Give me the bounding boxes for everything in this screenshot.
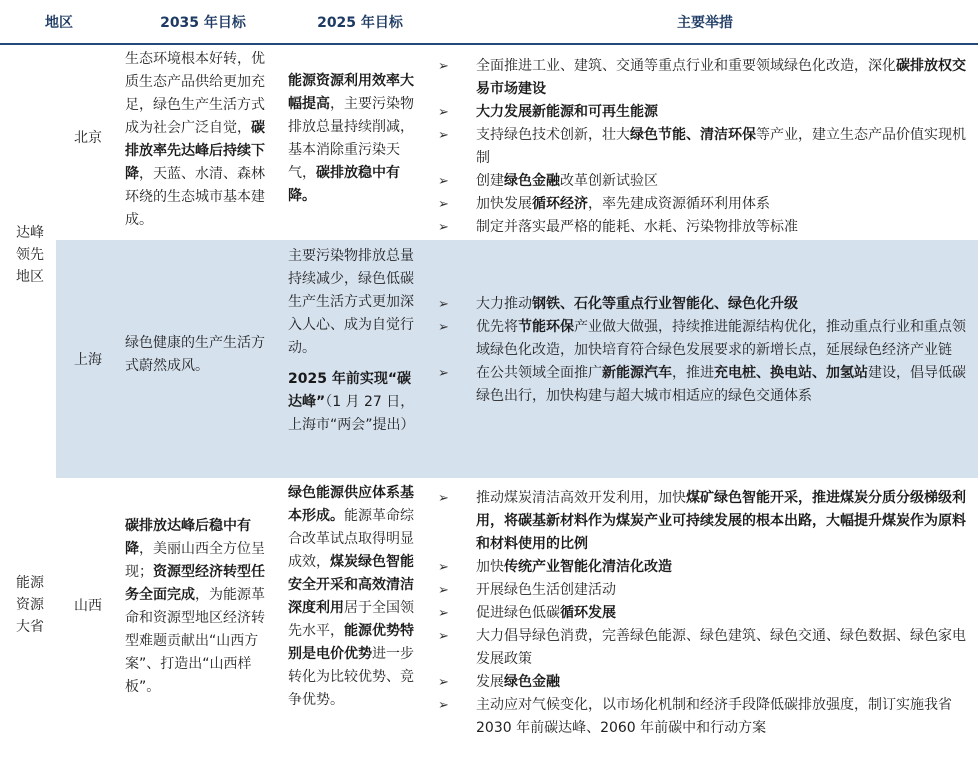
measure-item	[438, 170, 968, 193]
group-label-energy-province: 能源资源大省	[16, 575, 44, 635]
text-run: 能源革命综合改革试点取得明显成效，	[288, 508, 414, 570]
measure-item	[438, 362, 968, 408]
goal-2025-shanxi	[288, 482, 423, 712]
arrow-bullet-icon: ➢	[438, 560, 449, 575]
bold-text-run: 新能源汽车	[602, 365, 672, 381]
bold-text-run: 循环经济	[532, 196, 588, 212]
bold-text-run: 绿色能源供应体系基本形成。	[288, 485, 414, 524]
arrow-bullet-icon: ➢	[438, 675, 449, 690]
bold-text-run: 煤炭绿色智能安全开采和高效清洁深度利用	[288, 554, 414, 616]
measure-item	[438, 55, 968, 101]
arrow-bullet-icon: ➢	[438, 174, 449, 189]
arrow-bullet-icon: ➢	[438, 105, 449, 120]
measure-item	[438, 101, 968, 124]
header-2035-goal: 2035 年目标	[160, 15, 246, 31]
goal-2025-paragraph	[288, 368, 423, 437]
header-measures: 主要举措	[677, 15, 733, 31]
bold-text-run: 绿色金融	[504, 173, 560, 189]
goal-2035-shanxi	[125, 515, 272, 699]
measures-shanghai	[438, 293, 968, 408]
text-run: 发展	[476, 674, 504, 690]
bold-text-run: 碳排放达峰后稳中有降	[125, 518, 251, 557]
goal-2035-text	[125, 332, 272, 378]
bold-text-run: 节能环保	[518, 319, 574, 335]
bold-text-run: 碳排放率先达峰后持续下降	[125, 120, 265, 182]
goal-2025-beijing	[288, 70, 423, 208]
measure-item	[438, 625, 968, 671]
text-run: ，推进	[672, 365, 714, 381]
text-run: 推动煤炭清洁高效开发利用，加快	[476, 490, 686, 506]
bold-text-run: 2025 年前实现“碳达峰”	[288, 371, 412, 410]
group-label-peak-leading: 达峰领先地区	[16, 225, 44, 285]
arrow-bullet-icon: ➢	[438, 128, 449, 143]
measures-beijing	[438, 55, 968, 239]
text-run: 开展绿色生活创建活动	[476, 582, 616, 598]
measure-item	[438, 124, 968, 170]
arrow-bullet-icon: ➢	[438, 59, 449, 74]
arrow-bullet-icon: ➢	[438, 197, 449, 212]
arrow-bullet-icon: ➢	[438, 606, 449, 621]
region-shanxi: 山西	[74, 597, 102, 614]
bold-text-run: 充电桩、换电站、加氢站	[714, 365, 868, 381]
text-run: 支持绿色技术创新，壮大	[476, 127, 630, 143]
measure-item	[438, 193, 968, 216]
measure-item	[438, 671, 968, 694]
bold-text-run: 绿色金融	[504, 674, 560, 690]
bold-text-run: 大力发展新能源和可再生能源	[476, 104, 658, 120]
measure-item	[438, 579, 968, 602]
goal-2025-shanghai	[288, 245, 423, 437]
goal-2035-text	[125, 515, 272, 699]
arrow-bullet-icon: ➢	[438, 629, 449, 644]
text-run: 优先将	[476, 319, 518, 335]
arrow-bullet-icon: ➢	[438, 320, 449, 335]
arrow-bullet-icon: ➢	[438, 297, 449, 312]
header-region: 地区	[45, 15, 73, 31]
bold-text-run: 循环发展	[560, 605, 616, 621]
goal-2035-beijing	[125, 48, 272, 232]
text-run: 改革创新试验区	[560, 173, 658, 189]
goal-2025-paragraph	[288, 482, 423, 712]
measure-item	[438, 487, 968, 556]
text-run: （1 月 27 日，上海市“两会”提出）	[288, 394, 415, 433]
goal-2025-paragraph	[288, 245, 423, 360]
text-run: 创建	[476, 173, 504, 189]
header-divider	[0, 43, 978, 45]
text-run: ，天蓝、水清、森林环绕的生态城市基本建成。	[125, 166, 265, 228]
bold-text-run: 能源资源利用效率大幅提高	[288, 73, 414, 112]
text-run: 加快发展	[476, 196, 532, 212]
text-run: ，率先建成资源循环利用体系	[588, 196, 770, 212]
arrow-bullet-icon: ➢	[438, 220, 449, 235]
text-run: 居于全国领先水平，	[288, 600, 414, 639]
text-run: 制定并落实最严格的能耗、水耗、污染物排放等标准	[476, 219, 798, 235]
region-shanghai: 上海	[74, 351, 102, 368]
bold-text-run: 能源优势特别是电价优势	[288, 623, 414, 662]
bold-text-run: 碳排放权交易市场建设	[476, 58, 966, 97]
text-run: 全面推进工业、建筑、交通等重点行业和重要领域绿色化改造，深化	[476, 58, 896, 74]
text-run: 产业做大做强，持续推进能源结构优化，推动重点行业和重点领域绿色化改造，加快培育符合绿色发展要求的新增长点，延展绿色经济产业链	[476, 319, 966, 358]
bold-text-run: 钢铁、石化等重点行业智能化、绿色化升级	[532, 296, 798, 312]
arrow-bullet-icon: ➢	[438, 698, 449, 713]
goal-2025-paragraph	[288, 70, 423, 208]
bold-text-run: 绿色节能、清洁环保	[630, 127, 756, 143]
measures-shanxi	[438, 487, 968, 740]
measure-item	[438, 216, 968, 239]
text-run: 主动应对气候变化，以市场化机制和经济手段降低碳排放强度，制订实施我省 2030 年前碳达峰、2060 年前碳中和行动方案	[476, 697, 952, 736]
bold-text-run: 碳排放稳中有降。	[288, 165, 400, 204]
measure-item	[438, 316, 968, 362]
text-run: 等产业，建立生态产品价值实现机制	[476, 127, 966, 166]
measure-item	[438, 602, 968, 625]
bold-text-run: 资源型经济转型任务全面完成	[125, 564, 265, 603]
text-run: 大力倡导绿色消费，完善绿色能源、绿色建筑、绿色交通、绿色数据、绿色家电发展政策	[476, 628, 966, 667]
text-run: ，为能源革命和资源型地区经济转型难题贡献出“山西方案”、打造出“山西样板”。	[125, 587, 265, 695]
text-run: 在公共领域全面推广	[476, 365, 602, 381]
text-run: 进一步转化为比较优势、竞争优势。	[288, 646, 414, 708]
goal-2035-text	[125, 48, 272, 232]
text-run: 促进绿色低碳	[476, 605, 560, 621]
text-run: 绿色健康的生产生活方式蔚然成风。	[125, 335, 265, 374]
goal-2035-shanghai	[125, 320, 272, 390]
text-run: 生态环境根本好转，优质生态产品供给更加充足，绿色生产生活方式成为社会广泛自觉，	[125, 51, 265, 136]
measure-item	[438, 556, 968, 579]
arrow-bullet-icon: ➢	[438, 366, 449, 381]
measure-item	[438, 293, 968, 316]
text-run: ，主要污染物排放总量持续削减，基本消除重污染天气，	[288, 96, 414, 181]
arrow-bullet-icon: ➢	[438, 491, 449, 506]
arrow-bullet-icon: ➢	[438, 583, 449, 598]
text-run: 主要污染物排放总量持续减少，绿色低碳生产生活方式更加深入人心、成为自觉行动。	[288, 248, 414, 356]
bold-text-run: 煤矿绿色智能开采，推进煤炭分质分级梯级利用，将碳基新材料作为煤炭产业可持续发展的根本出路，大幅提升煤炭作为原料和材料使用的比例	[476, 490, 966, 552]
bold-text-run: 传统产业智能化清洁化改造	[504, 559, 672, 575]
text-run: ，美丽山西全方位呈现；	[125, 541, 265, 580]
measure-item	[438, 694, 968, 740]
header-2025-goal: 2025 年目标	[317, 15, 403, 31]
text-run: 加快	[476, 559, 504, 575]
region-beijing: 北京	[74, 129, 102, 146]
text-run: 建设，倡导低碳绿色出行，加快构建与超大城市相适应的绿色交通体系	[476, 365, 966, 404]
text-run: 大力推动	[476, 296, 532, 312]
